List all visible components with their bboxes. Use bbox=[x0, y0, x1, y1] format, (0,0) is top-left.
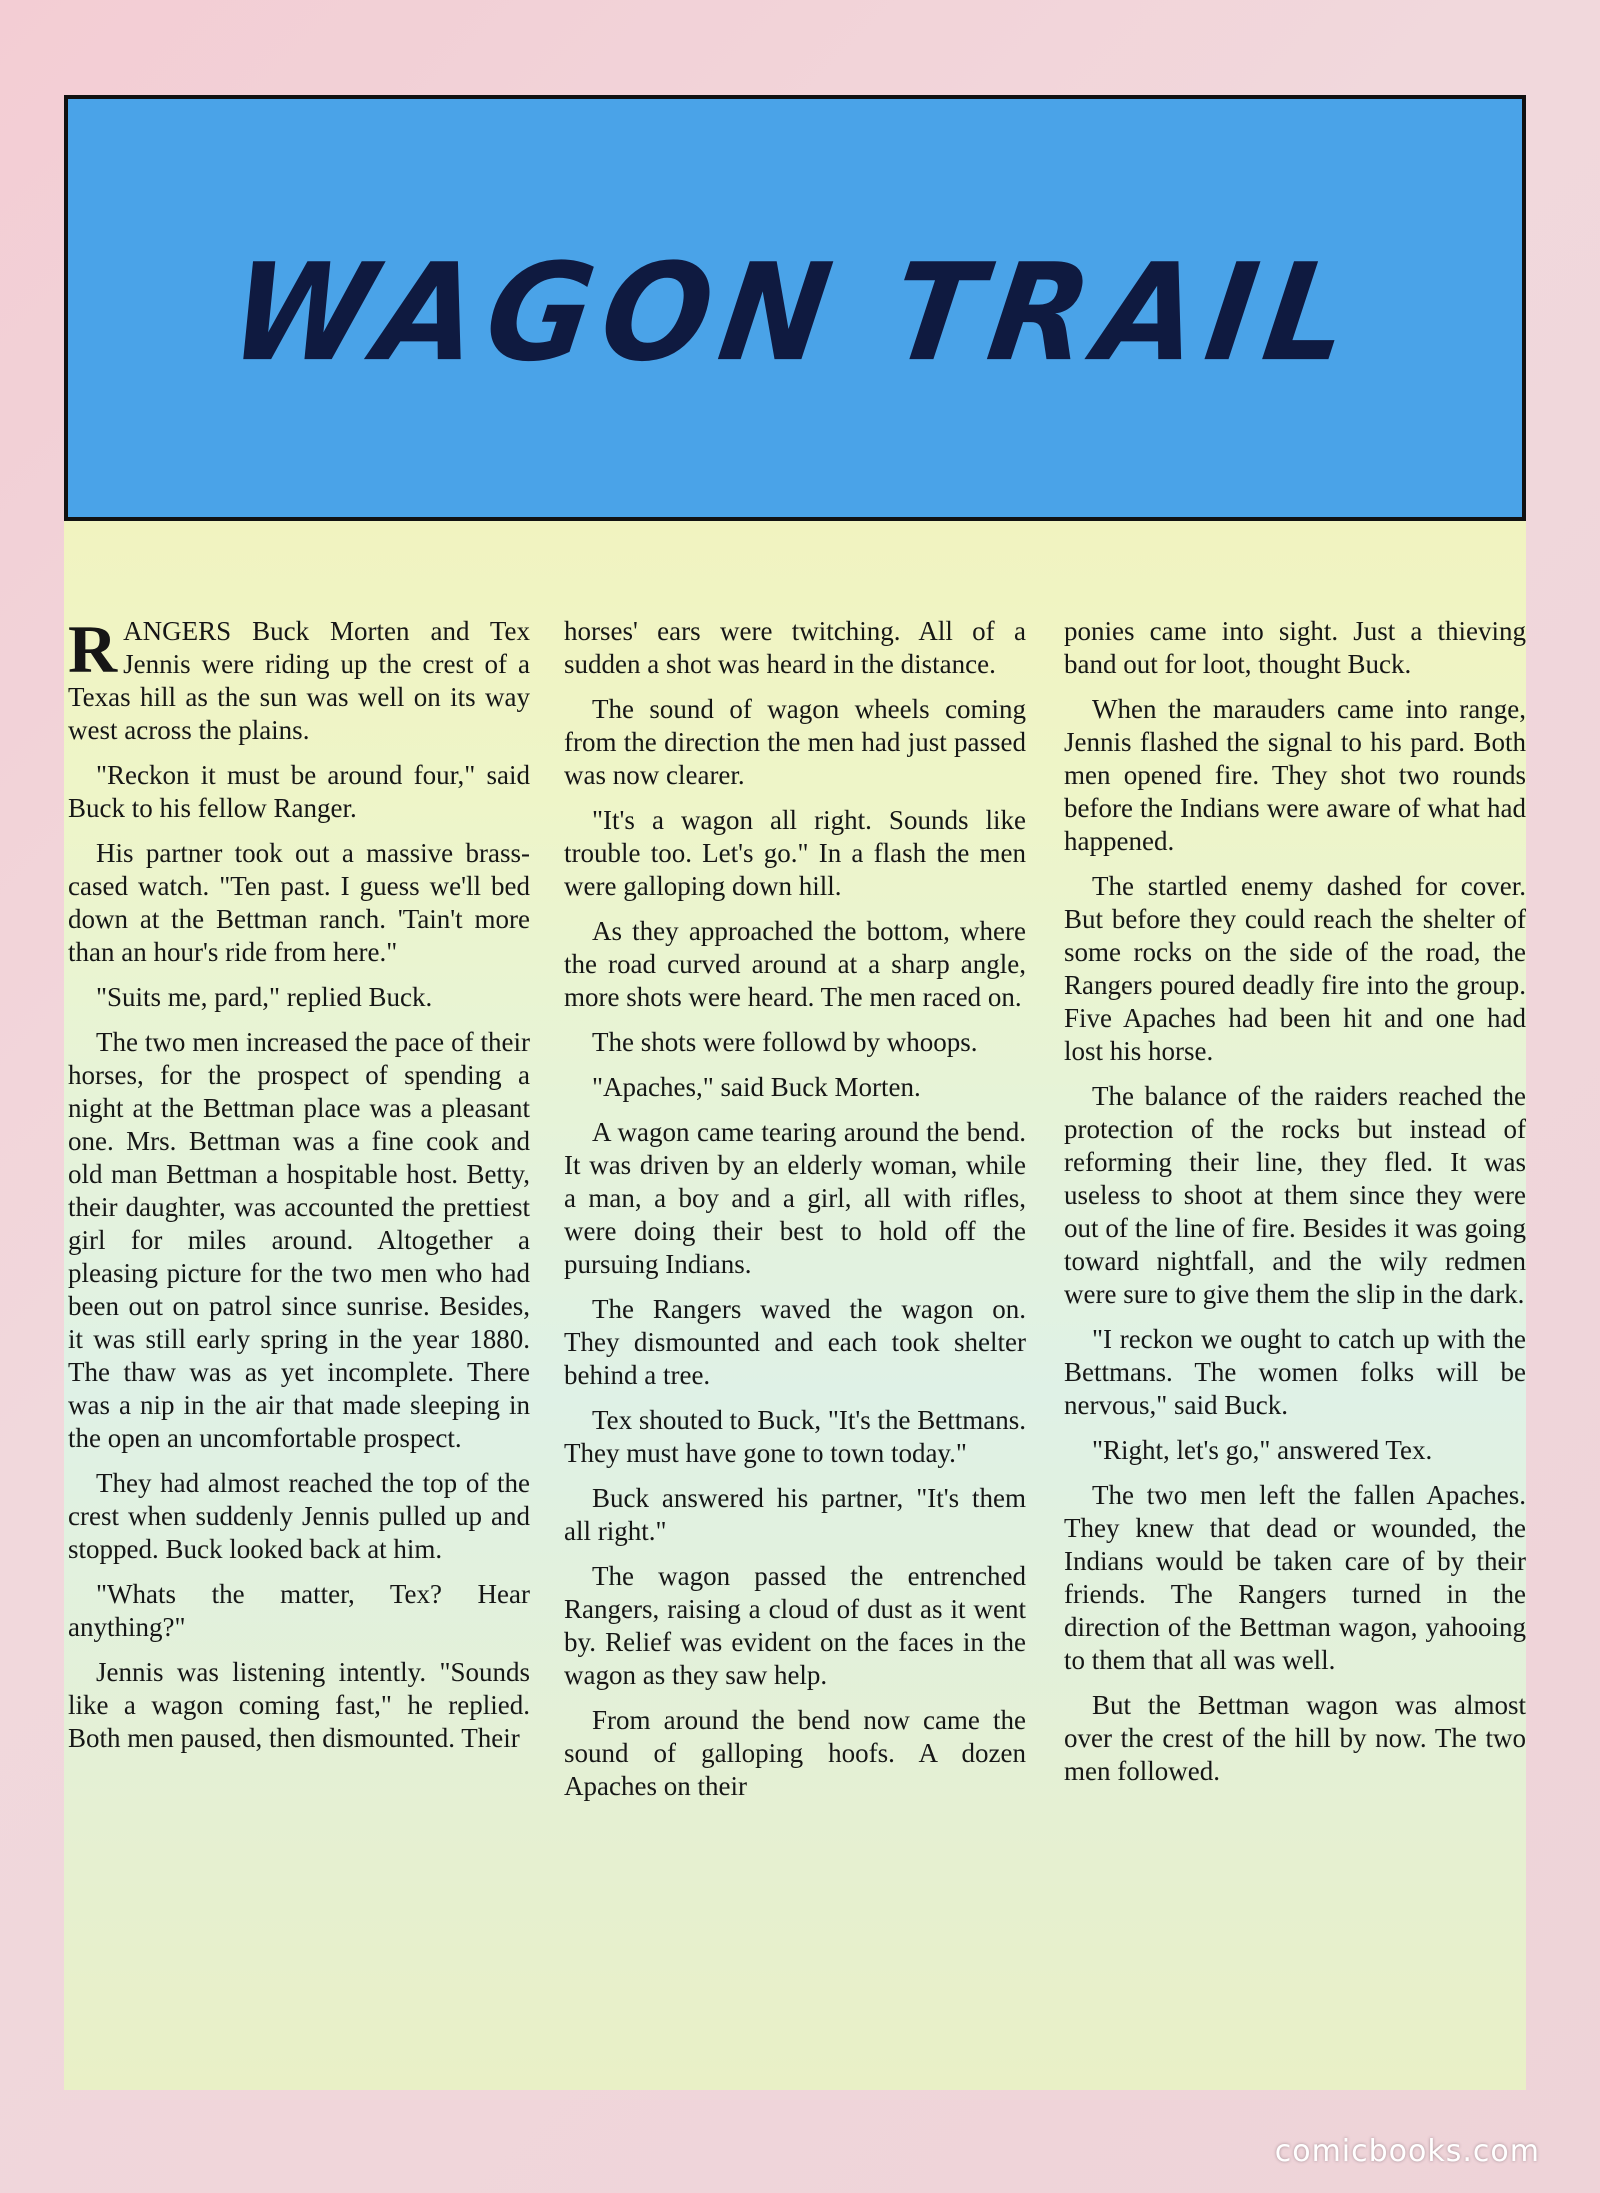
paragraph: ponies came into sight. Just a thieving band out for loot, thought Buck. bbox=[1064, 616, 1526, 679]
paragraph: A wagon came tearing around the bend. It was driven by an elderly woman, while a man, a boy and a girl, all with rifles, were doing their best to hold off the pursuing Indians. bbox=[564, 1117, 1026, 1279]
paragraph: The two men left the fallen Apaches. They knew that dead or wounded, the Indians would be taken care of by their friends. The Rangers turned in the direction of the Bettman wagon, yahooing to them that all was well. bbox=[1064, 1480, 1526, 1675]
paragraph: The balance of the raiders reached the protection of the rocks but instead of reforming their line, they fled. It was useless to shoot at them since they were out of the line of fire. Besides it was going toward nightfall, and the wily redmen were sure to give them the slip in the dark. bbox=[1064, 1081, 1526, 1309]
site-watermark: comicbooks.com bbox=[1274, 2134, 1540, 2169]
story-title: WAGON TRAIL bbox=[221, 234, 1369, 392]
paragraph: The two men increased the pace of their horses, for the prospect of spending a night at the Bettman place was a pleasant one. Mrs. Bettman was a fine cook and old man Bettman a hospitable host. Betty, their daughter, was accounted the prettiest girl for miles around. Altogether a pleasing picture for the two men who had been out on patrol since sunrise. Besides, it was still early spring in the year 1880. The thaw was as yet incomplete. There was a nip in the air that made sleeping in the open an uncomfortable prospect. bbox=[68, 1027, 530, 1453]
paragraph: The wagon passed the entrenched Rangers, raising a cloud of dust as it went by. Relief was evident on the faces in the wagon as they saw help. bbox=[564, 1561, 1026, 1690]
paragraph: "It's a wagon all right. Sounds like trouble too. Let's go." In a flash the men were galloping down hill. bbox=[564, 805, 1026, 901]
paragraph: "Right, let's go," answered Tex. bbox=[1092, 1435, 1433, 1465]
paragraph: The sound of wagon wheels coming from the direction the men had just passed was now clearer. bbox=[564, 694, 1026, 790]
drop-cap: R bbox=[68, 611, 118, 687]
paragraph: Tex shouted to Buck, "It's the Bettmans. They must have gone to town today." bbox=[564, 1405, 1026, 1468]
paragraph: As they approached the bottom, where the road curved around at a sharp angle, more shots were heard. The men raced on. bbox=[564, 916, 1026, 1012]
title-banner bbox=[64, 95, 1526, 521]
paragraph: RANGERS Buck Morten and Tex Jennis were riding up the crest of a Texas hill as the sun was well on its way west across the plains. bbox=[68, 611, 530, 745]
text-column-3 bbox=[1064, 615, 1526, 1800]
text-column-2 bbox=[564, 615, 1026, 1815]
text-column-1 bbox=[68, 611, 530, 1767]
paragraph: But the Bettman wagon was almost over the crest of the hill by now. The two men followed. bbox=[1064, 1690, 1526, 1786]
paragraph: Buck answered his partner, "It's them all right." bbox=[564, 1483, 1026, 1546]
paragraph: His partner took out a massive brass-cased watch. "Ten past. I guess we'll bed down at the Bettman ranch. 'Tain't more than an hour's ride from here." bbox=[68, 838, 530, 967]
paragraph: "Reckon it must be around four," said Buck to his fellow Ranger. bbox=[68, 760, 530, 823]
paragraph: "Whats the matter, Tex? Hear anything?" bbox=[68, 1579, 530, 1642]
paragraph: The shots were followd by whoops. bbox=[592, 1027, 978, 1057]
paragraph: From around the bend now came the sound of galloping hoofs. A dozen Apaches on their bbox=[564, 1705, 1026, 1801]
paragraph: "I reckon we ought to catch up with the Bettmans. The women folks will be nervous," said Buck. bbox=[1064, 1324, 1526, 1420]
paragraph: Jennis was listening intently. "Sounds like a wagon coming fast," he replied. Both men paused, then dismounted. Their bbox=[68, 1657, 530, 1753]
paragraph: They had almost reached the top of the crest when suddenly Jennis pulled up and stopped. Buck looked back at him. bbox=[68, 1468, 530, 1564]
story-page bbox=[64, 95, 1526, 2090]
paragraph: "Suits me, pard," replied Buck. bbox=[96, 982, 433, 1012]
paragraph: The startled enemy dashed for cover. But before they could reach the shelter of some rocks on the side of the road, the Rangers poured deadly fire into the group. Five Apaches had been hit and one had lost his horse. bbox=[1064, 871, 1526, 1066]
paragraph: horses' ears were twitching. All of a sudden a shot was heard in the distance. bbox=[564, 616, 1026, 679]
paragraph: The Rangers waved the wagon on. They dismounted and each took shelter behind a tree. bbox=[564, 1294, 1026, 1390]
paragraph: When the marauders came into range, Jennis flashed the signal to his pard. Both men opened fire. They shot two rounds before the Indians were aware of what had happened. bbox=[1064, 694, 1526, 856]
paragraph: "Apaches," said Buck Morten. bbox=[592, 1072, 921, 1102]
